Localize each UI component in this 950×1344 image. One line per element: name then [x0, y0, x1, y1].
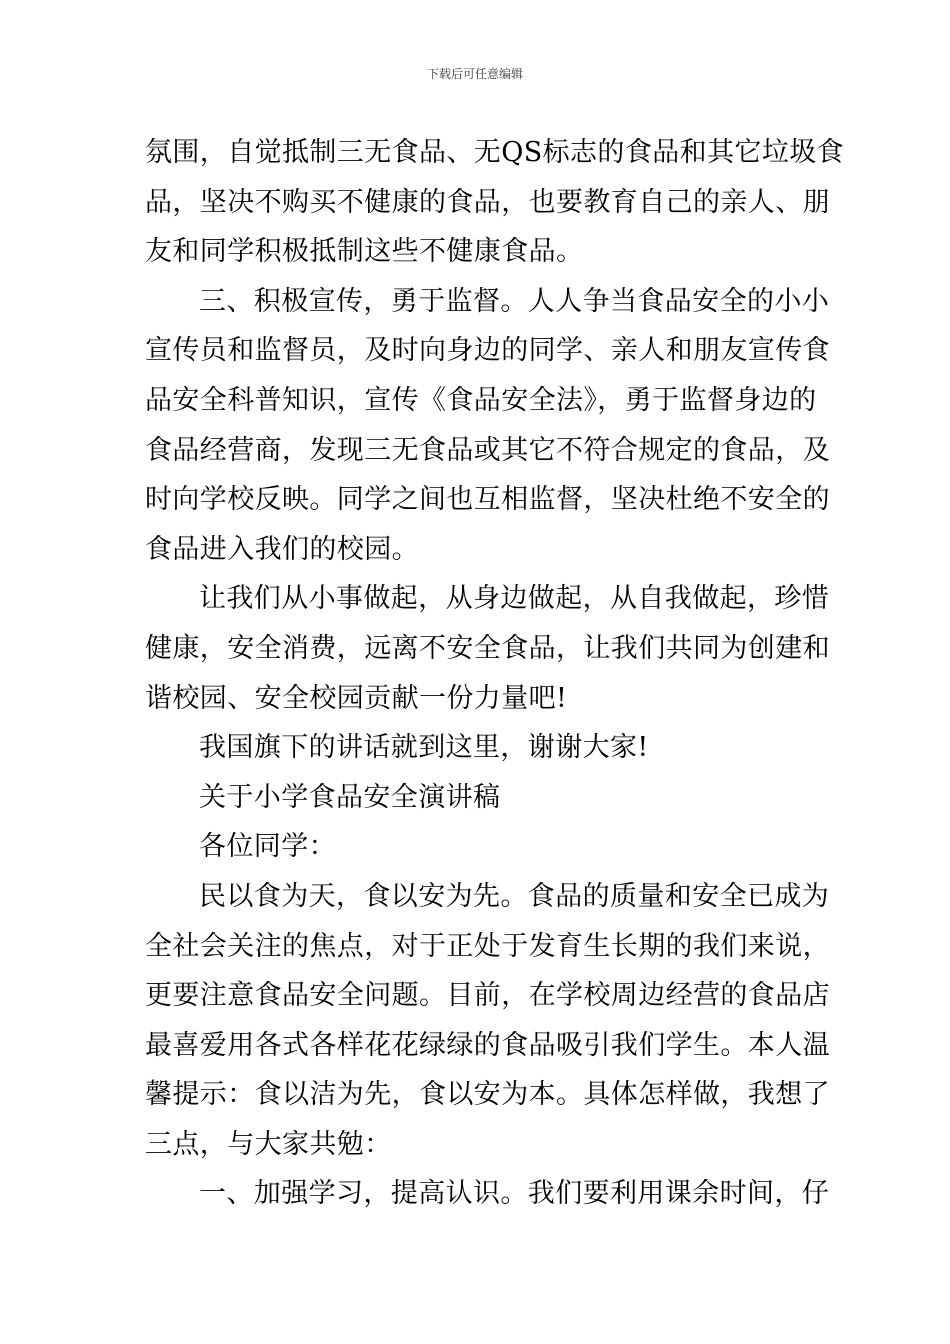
text-line: 友和同学积极抵制这些不健康食品。 [145, 236, 584, 268]
page-header: 下载后可任意编辑 [426, 67, 523, 81]
section-title: 关于小学食品安全演讲稿 [199, 781, 501, 813]
document-body [145, 128, 845, 1219]
salutation: 各位同学： [199, 831, 336, 863]
paragraph-start: 我国旗下的讲话就到这里，谢谢大家! [199, 732, 649, 764]
text-line: 食品进入我们的校园。 [145, 533, 419, 565]
text-line: 氛围，自觉抵制三无食品、无QS标志的食品和其它垃圾食 [145, 137, 845, 168]
text-line: 全社会关注的焦点，对于正处于发育生长期的我们来说， [145, 930, 830, 962]
text-line: 三点，与大家共勉： [145, 1128, 392, 1160]
text-line: 时向学校反映。同学之间也互相监督，坚决杜绝不安全的 [145, 484, 830, 516]
text-line: 最喜爱用各式各样花花绿绿的食品吸引我们学生。本人温 [145, 1029, 830, 1061]
paragraph-start: 民以食为天，食以安为先。食品的质量和安全已成为 [199, 880, 830, 912]
text-line: 品安全科普知识，宣传《食品安全法》，勇于监督身边的 [145, 384, 817, 416]
text-line: 馨提示：食以洁为先，食以安为本。具体怎样做，我想了 [145, 1079, 830, 1111]
text-line: 食品经营商，发现三无食品或其它不符合规定的食品，及 [145, 434, 830, 466]
text-line: 健康，安全消费，远离不安全食品，让我们共同为创建和 [145, 632, 830, 664]
text-line: 谐校园、安全校园贡献一份力量吧! [145, 682, 568, 714]
paragraph-start: 三、积极宣传，勇于监督。人人争当食品安全的小小 [199, 285, 830, 317]
text-line: 品，坚决不购买不健康的食品，也要教育自己的亲人、朋 [145, 186, 830, 218]
paragraph-start: 让我们从小事做起，从身边做起，从自我做起，珍惜 [199, 583, 830, 615]
paragraph-start: 一、加强学习，提高认识。我们要利用课余时间，仔 [199, 1178, 830, 1210]
text-line: 更要注意食品安全问题。目前，在学校周边经营的食品店 [145, 980, 830, 1012]
text-line: 宣传员和监督员，及时向身边的同学、亲人和朋友宣传食 [145, 335, 830, 367]
